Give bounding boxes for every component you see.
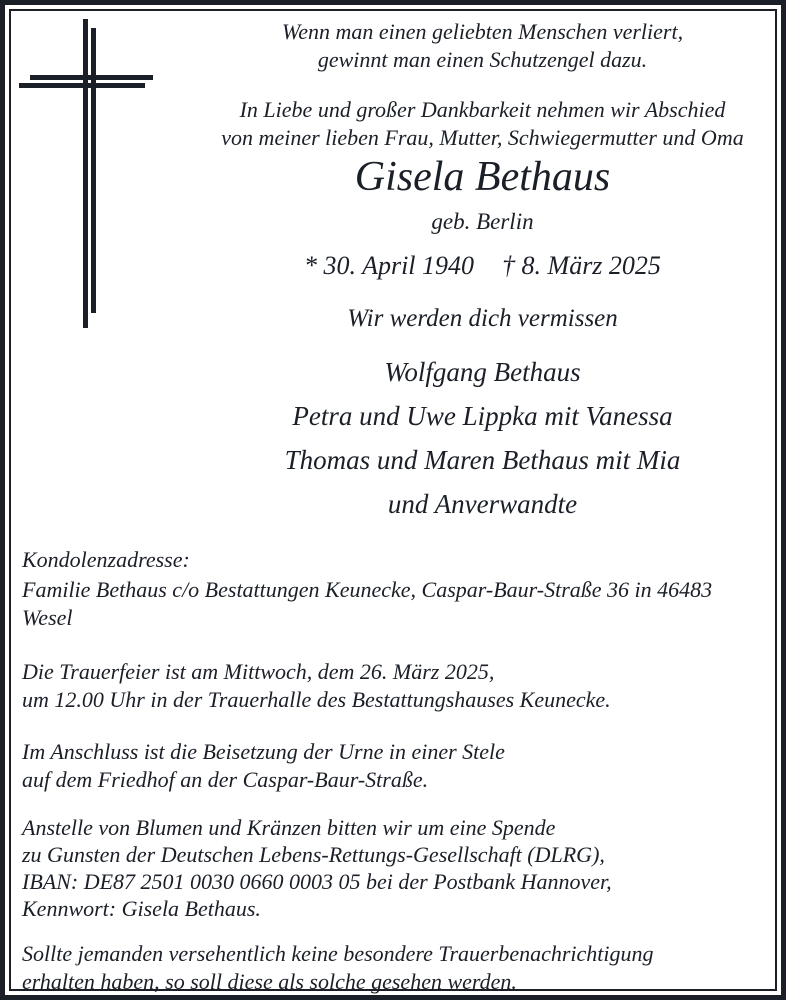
- quote-line-2: gewinnt man einen Schutzengel dazu.: [317, 47, 648, 72]
- intro-line-2: von meiner lieben Frau, Mutter, Schwiegermutter und Oma: [221, 125, 744, 150]
- donation-line-1: Anstelle von Blumen und Kränzen bitten wir um eine Spende: [22, 815, 556, 840]
- service-line-2: um 12.00 Uhr in der Trauerhalle des Bestattungshauses Keunecke.: [22, 687, 611, 712]
- memorial-quote: [195, 18, 770, 74]
- burial-line-2: auf dem Friedhof an der Caspar-Baur-Straße.: [22, 767, 429, 792]
- burial-info: [22, 738, 766, 794]
- condolence-label: Kondolenzadresse:: [22, 547, 190, 572]
- deceased-name: Gisela Bethaus: [354, 154, 611, 200]
- birth-date: * 30. April 1940: [304, 251, 475, 280]
- notice-content: [10, 10, 776, 994]
- donation-line-3: IBAN: DE87 2501 0030 0660 0003 05 bei der Postbank Hannover,: [22, 869, 612, 894]
- centered-section: [195, 10, 776, 526]
- mourner-line: Petra und Uwe Lippka mit Vanessa: [292, 401, 673, 431]
- burial-line-1: Im Anschluss ist die Beisetzung der Urne in einer Stele: [22, 739, 505, 764]
- birth-name: geb. Berlin: [431, 209, 534, 234]
- note-line-1: Sollte jemanden versehentlich keine besondere Trauerbenachrichtigung: [22, 941, 654, 966]
- farewell-line: Wir werden dich vermissen: [347, 305, 618, 332]
- donation-line-2: zu Gunsten der Deutschen Lebens-Rettungs-Gesellschaft (DLRG),: [22, 842, 605, 867]
- mourners-list: [195, 350, 770, 526]
- details-section: [10, 546, 776, 996]
- intro-line-1: In Liebe und großer Dankbarkeit nehmen wir Abschied: [239, 97, 726, 122]
- donation-info: [22, 814, 766, 922]
- service-line-1: Die Trauerfeier ist am Mittwoch, dem 26. März 2025,: [22, 659, 495, 684]
- mourner-line: Wolfgang Bethaus: [384, 357, 581, 387]
- mourner-line: und Anverwandte: [387, 489, 578, 519]
- condolence-address: Familie Bethaus c/o Bestattungen Keunecke, Caspar-Baur-Straße 36 in 46483 Wesel: [22, 577, 713, 630]
- quote-line-1: Wenn man einen geliebten Menschen verliert,: [281, 19, 684, 44]
- death-date: † 8. März 2025: [502, 251, 661, 280]
- notification-note: [22, 940, 766, 996]
- farewell-intro: [195, 96, 770, 152]
- donation-line-4: Kennwort: Gisela Bethaus.: [22, 896, 261, 921]
- life-dates: [195, 250, 770, 282]
- note-line-2: erhalten haben, so soll diese als solche gesehen werden.: [22, 969, 517, 994]
- mourner-line: Thomas und Maren Bethaus mit Mia: [284, 445, 681, 475]
- service-info: [22, 658, 766, 714]
